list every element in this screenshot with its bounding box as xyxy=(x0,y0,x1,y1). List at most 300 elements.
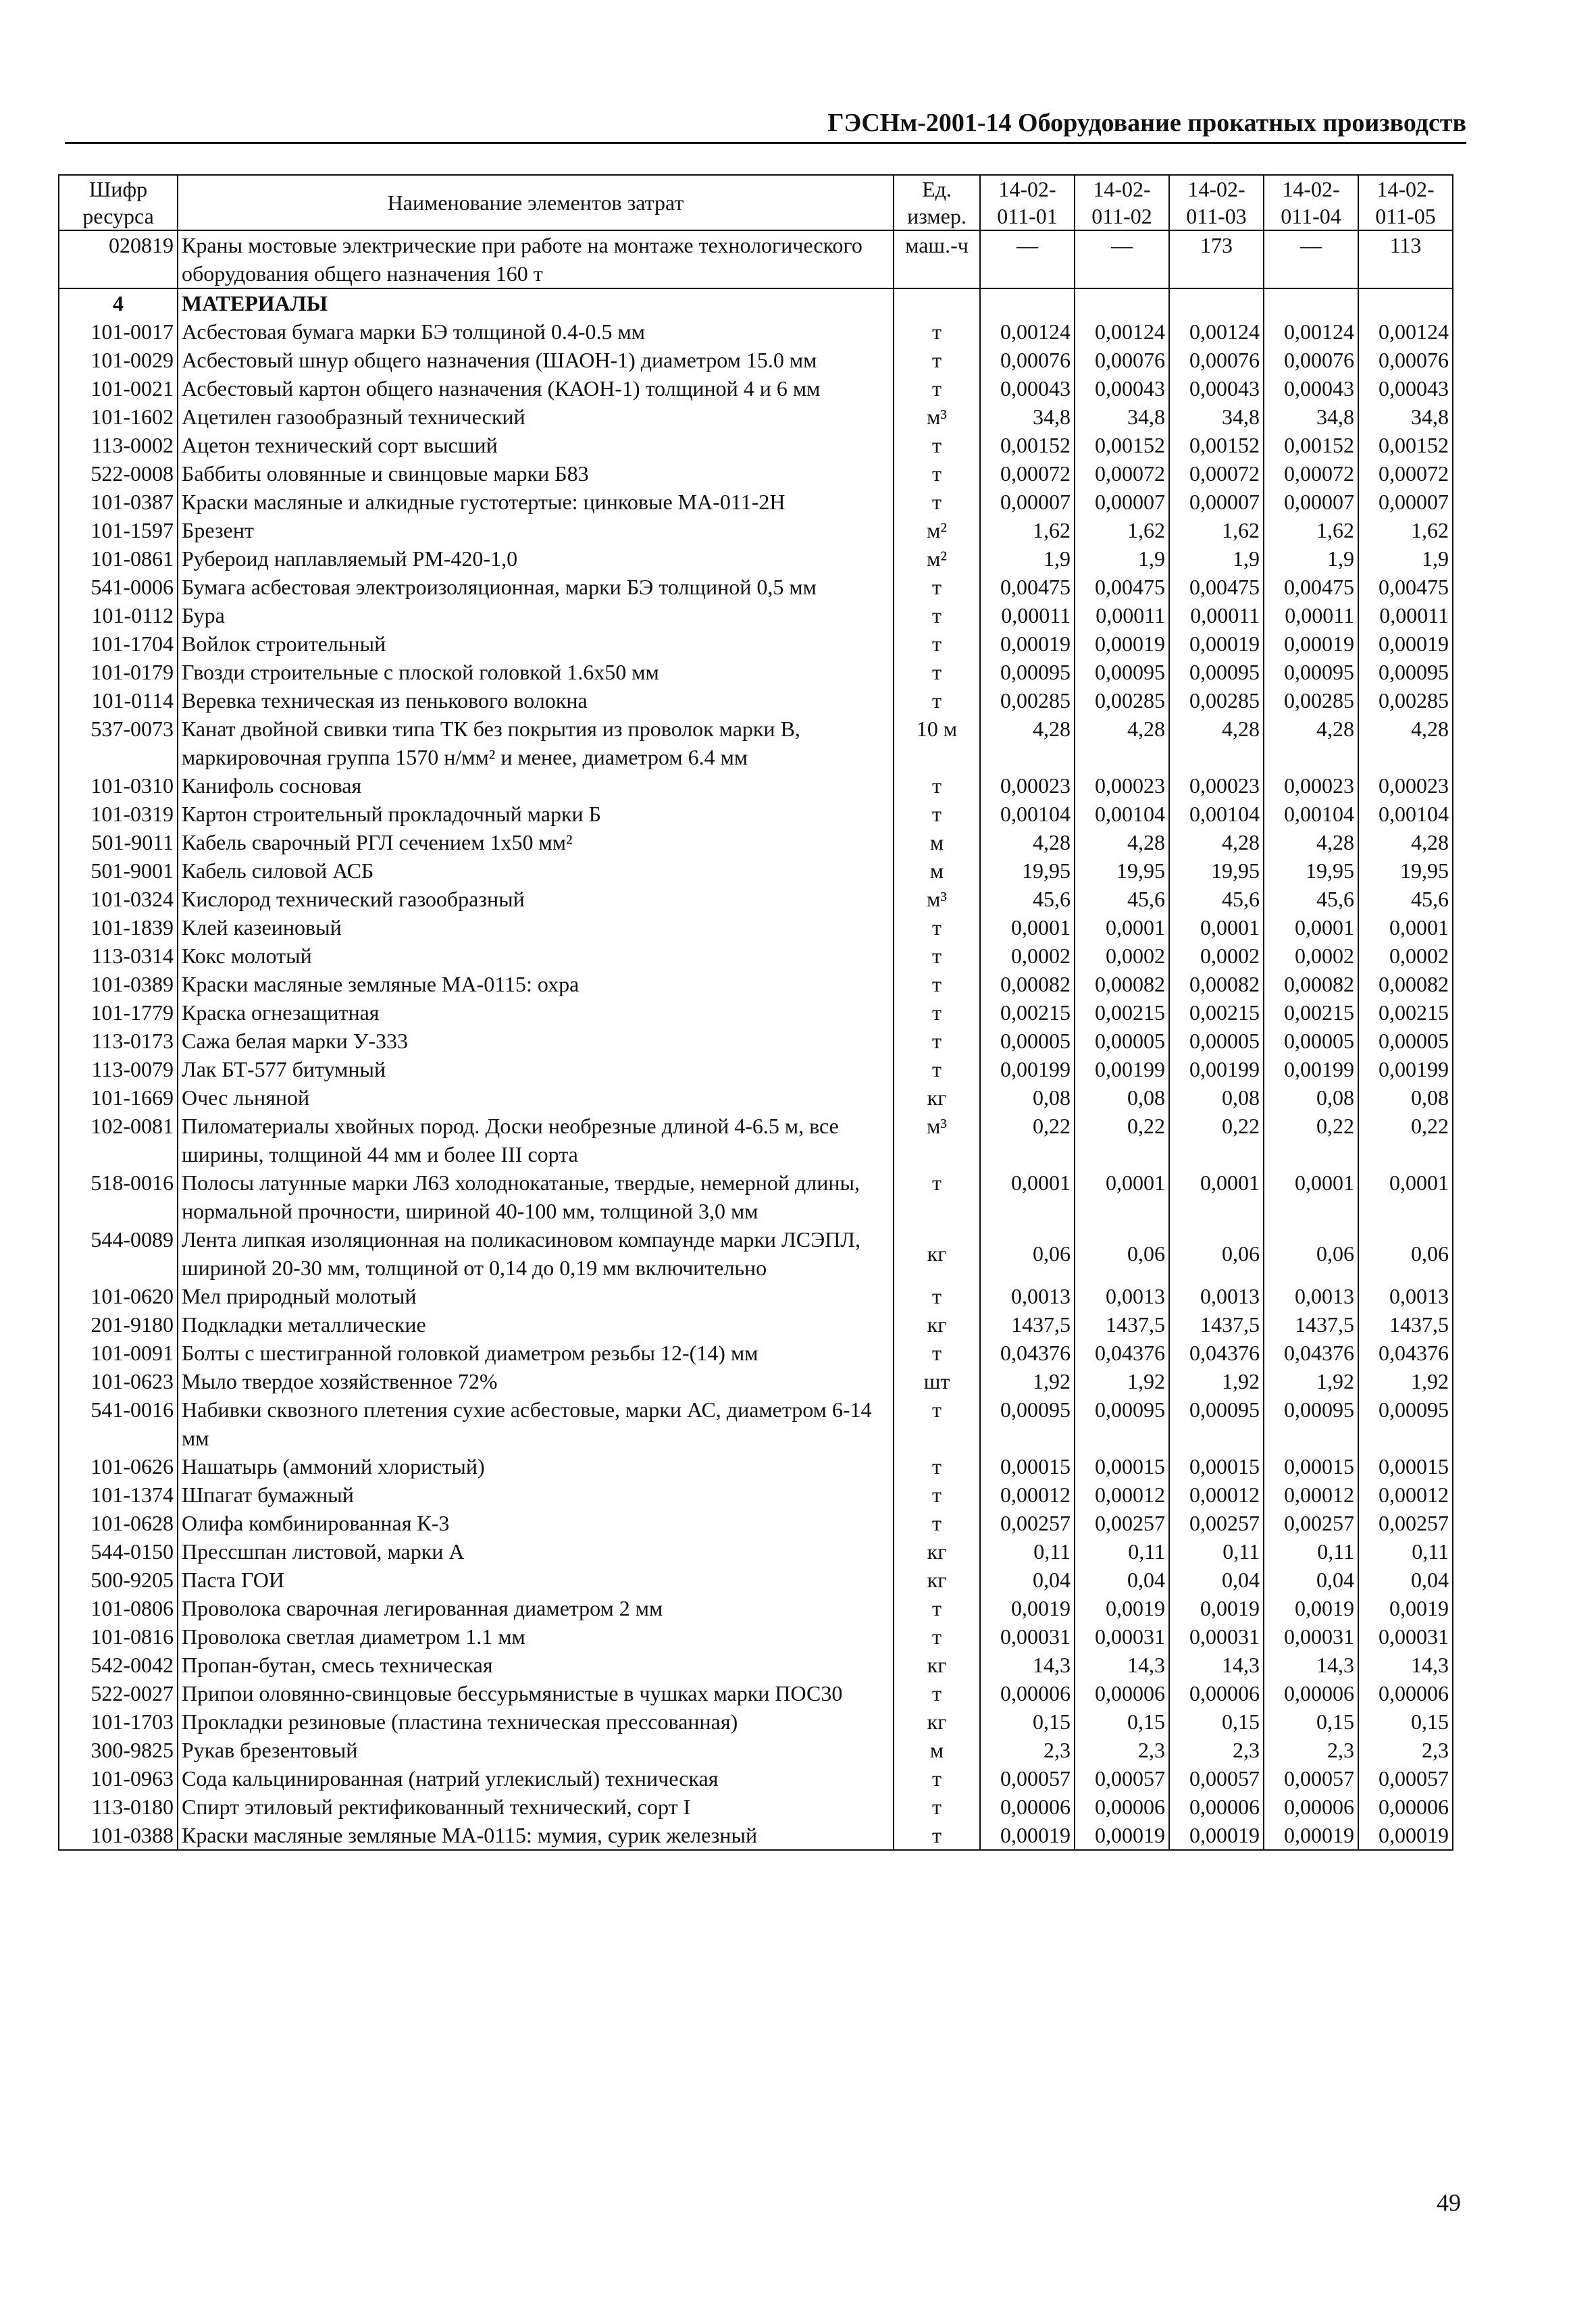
cell-code: 020819 xyxy=(59,230,178,288)
cell-code: 101-0806 xyxy=(59,1594,178,1622)
cell-value-4: 0,04 xyxy=(1264,1566,1358,1594)
cell-code: 101-0324 xyxy=(59,885,178,913)
cell-unit: м³ xyxy=(894,885,980,913)
cell-name: Паста ГОИ xyxy=(178,1566,894,1594)
table-row xyxy=(59,856,1453,885)
cell-value-5: 0,04 xyxy=(1358,1566,1453,1594)
cell-value-2: 1,9 xyxy=(1075,544,1169,573)
header-code: Шифр ресурса xyxy=(59,175,178,230)
cell-unit: т xyxy=(894,1168,980,1225)
cell-name: Веревка техническая из пенькового волокна xyxy=(178,686,894,715)
cell-value-3: 0,00124 xyxy=(1169,317,1264,346)
table-row xyxy=(59,1481,1453,1509)
table-row xyxy=(59,913,1453,942)
cell-value-4: 0,00215 xyxy=(1264,998,1358,1027)
cell-value-2: 0,22 xyxy=(1075,1112,1169,1168)
cell-value-1: — xyxy=(980,230,1075,288)
cell-value-3: 0,00057 xyxy=(1169,1764,1264,1793)
cell-value-4: 0,06 xyxy=(1264,1225,1358,1282)
cell-value-3: 0,00005 xyxy=(1169,1027,1264,1055)
cell-value-2: 0,0001 xyxy=(1075,913,1169,942)
cell-value-3: 0,0013 xyxy=(1169,1282,1264,1310)
cell-value-4: 0,0013 xyxy=(1264,1282,1358,1310)
cell-unit: маш.-ч xyxy=(894,230,980,288)
cell-value-2: 0,00095 xyxy=(1075,1395,1169,1452)
cell-unit: м xyxy=(894,828,980,856)
cell-name: Очес льняной xyxy=(178,1083,894,1112)
cell-name: Бура xyxy=(178,601,894,629)
cell-code: 101-1779 xyxy=(59,998,178,1027)
cell-value-2: 0,00006 xyxy=(1075,1679,1169,1707)
cell-value-2: 0,00031 xyxy=(1075,1622,1169,1651)
cell-value-3: 0,00023 xyxy=(1169,771,1264,800)
cell-value-3: 0,00199 xyxy=(1169,1055,1264,1083)
cell-unit: т xyxy=(894,346,980,374)
cell-code: 541-0016 xyxy=(59,1395,178,1452)
cell-value-1: 0,22 xyxy=(980,1112,1075,1168)
cell-value-3: 34,8 xyxy=(1169,403,1264,431)
cell-value-3: 0,04 xyxy=(1169,1566,1264,1594)
cell-value-1: 0,00082 xyxy=(980,970,1075,998)
cell-value-4: 0,00095 xyxy=(1264,1395,1358,1452)
cell-unit: т xyxy=(894,1821,980,1850)
cell-value-2: 0,0002 xyxy=(1075,942,1169,970)
table-row xyxy=(59,488,1453,516)
cell-unit: м² xyxy=(894,544,980,573)
table-row xyxy=(59,800,1453,828)
cell-value-1: 45,6 xyxy=(980,885,1075,913)
cell-value-2: 0,00005 xyxy=(1075,1027,1169,1055)
cell-code: 101-0114 xyxy=(59,686,178,715)
cell-name: Войлок строительный xyxy=(178,629,894,658)
cell-value-3: 0,15 xyxy=(1169,1707,1264,1736)
cell-value-5: 0,00199 xyxy=(1358,1055,1453,1083)
cell-value-5: 19,95 xyxy=(1358,856,1453,885)
cell-value-5: 0,0019 xyxy=(1358,1594,1453,1622)
cell-value-3: 0,00012 xyxy=(1169,1481,1264,1509)
cell-name: Нашатырь (аммоний хлористый) xyxy=(178,1452,894,1481)
cell-value-1: 34,8 xyxy=(980,403,1075,431)
cell-value-3: 0,00019 xyxy=(1169,629,1264,658)
cell-value-1: 4,28 xyxy=(980,715,1075,771)
cell-value-5: 0,00006 xyxy=(1358,1679,1453,1707)
table-row xyxy=(59,1651,1453,1679)
cell-name: Асбестовый шнур общего назначения (ШАОН-1) диаметром 15.0 мм xyxy=(178,346,894,374)
cell-value-4: 14,3 xyxy=(1264,1651,1358,1679)
table-row xyxy=(59,1452,1453,1481)
cell-value-5: 0,00019 xyxy=(1358,1821,1453,1850)
table-row xyxy=(59,1594,1453,1622)
cell-value-2: 0,00095 xyxy=(1075,658,1169,686)
cell-value-3: 4,28 xyxy=(1169,715,1264,771)
table-row xyxy=(59,1310,1453,1339)
cell-value-5: 0,0013 xyxy=(1358,1282,1453,1310)
cell-value-2: 0,04 xyxy=(1075,1566,1169,1594)
cell-value-5: 0,00043 xyxy=(1358,374,1453,403)
cell-name: Прессшпан листовой, марки А xyxy=(178,1537,894,1566)
table-row xyxy=(59,431,1453,459)
cell-value-3: 0,00015 xyxy=(1169,1452,1264,1481)
cell-code: 101-0628 xyxy=(59,1509,178,1537)
cell-code: 101-1839 xyxy=(59,913,178,942)
table-header-row xyxy=(59,175,1453,230)
cell-name: Клей казеиновый xyxy=(178,913,894,942)
cell-code: 537-0073 xyxy=(59,715,178,771)
cell-name: Лак БТ-577 битумный xyxy=(178,1055,894,1083)
table-row xyxy=(59,403,1453,431)
cell-value-2: 0,00152 xyxy=(1075,431,1169,459)
table-row xyxy=(59,544,1453,573)
cell-value-2: 0,00023 xyxy=(1075,771,1169,800)
cell-value-4: 0,22 xyxy=(1264,1112,1358,1168)
cell-code: 101-1597 xyxy=(59,516,178,544)
cell-code: 113-0173 xyxy=(59,1027,178,1055)
cell-name: Олифа комбинированная К-3 xyxy=(178,1509,894,1537)
cell-code: 101-0963 xyxy=(59,1764,178,1793)
cell-unit: т xyxy=(894,686,980,715)
cell-value-4: 0,00124 xyxy=(1264,317,1358,346)
cell-code: 101-0388 xyxy=(59,1821,178,1850)
cell-value-3: 45,6 xyxy=(1169,885,1264,913)
cell-value-3: 0,00285 xyxy=(1169,686,1264,715)
cell-value-3: 0,11 xyxy=(1169,1537,1264,1566)
cell-value-4: 0,00019 xyxy=(1264,629,1358,658)
cell-value-1: 1437,5 xyxy=(980,1310,1075,1339)
cell-name: Канифоль сосновая xyxy=(178,771,894,800)
table-row xyxy=(59,459,1453,488)
cell-value-2: 1,92 xyxy=(1075,1367,1169,1395)
cell-value-1: 4,28 xyxy=(980,828,1075,856)
table-row xyxy=(59,1083,1453,1112)
cell-value-1: 0,04 xyxy=(980,1566,1075,1594)
cell-value-5: 0,00023 xyxy=(1358,771,1453,800)
cell-name: Спирт этиловый ректификованный технический, сорт I xyxy=(178,1793,894,1821)
cell-value-2: 0,00011 xyxy=(1075,601,1169,629)
cell-value-2: 0,11 xyxy=(1075,1537,1169,1566)
cell-value-4: — xyxy=(1264,230,1358,288)
cell-unit: м³ xyxy=(894,403,980,431)
table-row xyxy=(59,1622,1453,1651)
cell-value-4: 1,62 xyxy=(1264,516,1358,544)
cell-unit: кг xyxy=(894,1083,980,1112)
cell-value-1: 1,62 xyxy=(980,516,1075,544)
table-row xyxy=(59,1764,1453,1793)
cell-value-1: 0,00104 xyxy=(980,800,1075,828)
cell-value-4: 4,28 xyxy=(1264,715,1358,771)
table-row xyxy=(59,1537,1453,1566)
cell-value-3: 0,08 xyxy=(1169,1083,1264,1112)
cell-value-5: 0,00257 xyxy=(1358,1509,1453,1537)
cell-name: Проволока светлая диаметром 1.1 мм xyxy=(178,1622,894,1651)
cell-name: Сажа белая марки У-333 xyxy=(178,1027,894,1055)
cell-value-3: 0,0001 xyxy=(1169,913,1264,942)
cell-value-4: 0,00031 xyxy=(1264,1622,1358,1651)
table-row xyxy=(59,658,1453,686)
cell-value-2: 34,8 xyxy=(1075,403,1169,431)
cell-code: 101-0626 xyxy=(59,1452,178,1481)
cell-value-1: 0,06 xyxy=(980,1225,1075,1282)
table-row xyxy=(59,771,1453,800)
cell-value-5: 0,00124 xyxy=(1358,317,1453,346)
cell-value-4: 0,00257 xyxy=(1264,1509,1358,1537)
table-row xyxy=(59,1679,1453,1707)
cell-value-3: 1437,5 xyxy=(1169,1310,1264,1339)
cell-code: 4 xyxy=(59,288,178,317)
cell-value-4: 0,00006 xyxy=(1264,1793,1358,1821)
table-row xyxy=(59,942,1453,970)
cell-code: 101-1704 xyxy=(59,629,178,658)
cell-value-5: 1,9 xyxy=(1358,544,1453,573)
cell-code: 518-0016 xyxy=(59,1168,178,1225)
cell-code: 101-0387 xyxy=(59,488,178,516)
cell-unit: кг xyxy=(894,1651,980,1679)
cell-unit: т xyxy=(894,1594,980,1622)
cell-value-5: 0,00104 xyxy=(1358,800,1453,828)
table-row xyxy=(59,970,1453,998)
cell-value-3: 0,0002 xyxy=(1169,942,1264,970)
cell-unit: т xyxy=(894,488,980,516)
cell-value-1: 0,00124 xyxy=(980,317,1075,346)
cell-unit: т xyxy=(894,942,980,970)
header-name: Наименование элементов затрат xyxy=(178,175,894,230)
cell-value-5: 0,00215 xyxy=(1358,998,1453,1027)
cell-value-5: 0,00006 xyxy=(1358,1793,1453,1821)
cell-value-4: 0,00007 xyxy=(1264,488,1358,516)
cell-value-1: 0,00095 xyxy=(980,658,1075,686)
cell-name: Краски масляные земляные МА-0115: мумия, сурик железный xyxy=(178,1821,894,1850)
cell-value-5: 113 xyxy=(1358,230,1453,288)
cell-value-3: 0,00082 xyxy=(1169,970,1264,998)
table-row xyxy=(59,998,1453,1027)
cell-value-3: 0,00031 xyxy=(1169,1622,1264,1651)
cell-code: 113-0180 xyxy=(59,1793,178,1821)
cell-value-2: 0,0013 xyxy=(1075,1282,1169,1310)
cell-name: Рукав брезентовый xyxy=(178,1736,894,1764)
cell-value-3: 173 xyxy=(1169,230,1264,288)
cell-value-2: 2,3 xyxy=(1075,1736,1169,1764)
cell-unit: т xyxy=(894,1793,980,1821)
cell-value-3: 0,04376 xyxy=(1169,1339,1264,1367)
cell-value-2: 0,00199 xyxy=(1075,1055,1169,1083)
cell-name: Кабель сварочный РГЛ сечением 1х50 мм² xyxy=(178,828,894,856)
cell-code: 522-0027 xyxy=(59,1679,178,1707)
cell-code: 101-0091 xyxy=(59,1339,178,1367)
cell-value-1: 0,00006 xyxy=(980,1793,1075,1821)
cell-value-4: 0,00043 xyxy=(1264,374,1358,403)
cell-value-2: 0,00019 xyxy=(1075,1821,1169,1850)
table-row xyxy=(59,1736,1453,1764)
cell-name: Мыло твердое хозяйственное 72% xyxy=(178,1367,894,1395)
table-row xyxy=(59,1793,1453,1821)
cell-value-3: 0,00095 xyxy=(1169,1395,1264,1452)
cell-code: 101-0389 xyxy=(59,970,178,998)
cell-value-4: 1437,5 xyxy=(1264,1310,1358,1339)
cell-unit: м³ xyxy=(894,1112,980,1168)
cell-code: 500-9205 xyxy=(59,1566,178,1594)
page-header xyxy=(65,101,1466,144)
cell-value-5: 0,11 xyxy=(1358,1537,1453,1566)
cell-code: 101-0112 xyxy=(59,601,178,629)
cell-value-5: 0,06 xyxy=(1358,1225,1453,1282)
cell-value-4: 0,00199 xyxy=(1264,1055,1358,1083)
cell-code: 501-9011 xyxy=(59,828,178,856)
cell-value-1: 0,00019 xyxy=(980,629,1075,658)
cell-value-3: 0,00006 xyxy=(1169,1793,1264,1821)
cell-value-1: 1,9 xyxy=(980,544,1075,573)
cell-unit: м² xyxy=(894,516,980,544)
cell-code: 541-0006 xyxy=(59,573,178,601)
cell-value-5: 1,62 xyxy=(1358,516,1453,544)
cell-value-1: 19,95 xyxy=(980,856,1075,885)
cell-code: 101-0816 xyxy=(59,1622,178,1651)
cell-code: 102-0081 xyxy=(59,1112,178,1168)
cell-code: 113-0079 xyxy=(59,1055,178,1083)
cell-name: Ацетилен газообразный технический xyxy=(178,403,894,431)
cell-code: 101-0310 xyxy=(59,771,178,800)
cell-value-2: 0,00215 xyxy=(1075,998,1169,1027)
cell-value-1: 0,0002 xyxy=(980,942,1075,970)
cell-code: 113-0002 xyxy=(59,431,178,459)
cell-name: Брезент xyxy=(178,516,894,544)
cell-value-1: 0,00475 xyxy=(980,573,1075,601)
cell-unit: кг xyxy=(894,1707,980,1736)
cell-value-1: 0,00007 xyxy=(980,488,1075,516)
table-body xyxy=(59,230,1453,1850)
cell-value-4: 0,00023 xyxy=(1264,771,1358,800)
cell-name: Кабель силовой АСБ xyxy=(178,856,894,885)
cell-unit: т xyxy=(894,1509,980,1537)
cell-value-4: 0,00011 xyxy=(1264,601,1358,629)
cell-value-5: 14,3 xyxy=(1358,1651,1453,1679)
cell-value-4: 0,0001 xyxy=(1264,1168,1358,1225)
cell-name: Кислород технический газообразный xyxy=(178,885,894,913)
cell-value-4: 0,15 xyxy=(1264,1707,1358,1736)
cell-name: Мел природный молотый xyxy=(178,1282,894,1310)
table-row xyxy=(59,1367,1453,1395)
table-row xyxy=(59,828,1453,856)
cell-value-4: 1,9 xyxy=(1264,544,1358,573)
cell-value-1: 0,00072 xyxy=(980,459,1075,488)
cell-name: Лента липкая изоляционная на поликасиновом компаунде марки ЛСЭПЛ, шириной 20-30 мм, толщиной от 0,14 до 0,19 мм включительно xyxy=(178,1225,894,1282)
cell-value-3: 0,0019 xyxy=(1169,1594,1264,1622)
cell-code: 101-1703 xyxy=(59,1707,178,1736)
cell-value-3: 2,3 xyxy=(1169,1736,1264,1764)
cell-value-4: 0,08 xyxy=(1264,1083,1358,1112)
header-title: ГЭСНм-2001-14 Оборудование прокатных производств xyxy=(827,109,1466,137)
cell-name: Рубероид наплавляемый РМ-420-1,0 xyxy=(178,544,894,573)
cell-name: Сода кальцинированная (натрий углекислый) техническая xyxy=(178,1764,894,1793)
cell-unit: т xyxy=(894,998,980,1027)
table-row xyxy=(59,1566,1453,1594)
cell-value-3: 0,00215 xyxy=(1169,998,1264,1027)
cell-value-3: 0,00152 xyxy=(1169,431,1264,459)
cell-unit: т xyxy=(894,601,980,629)
cell-value-3: 0,00475 xyxy=(1169,573,1264,601)
cell-value-4: 0,00082 xyxy=(1264,970,1358,998)
table-row xyxy=(59,1168,1453,1225)
cell-value-2: 0,00285 xyxy=(1075,686,1169,715)
cell-unit: т xyxy=(894,317,980,346)
cell-unit: т xyxy=(894,1622,980,1651)
cell-value-2: 0,15 xyxy=(1075,1707,1169,1736)
cell-name: Припои оловянно-свинцовые бессурьмянистые в чушках марки ПОС30 xyxy=(178,1679,894,1707)
cell-value-5: 45,6 xyxy=(1358,885,1453,913)
table-row xyxy=(59,230,1453,288)
cell-value-5: 2,3 xyxy=(1358,1736,1453,1764)
cell-value-4: 0,00152 xyxy=(1264,431,1358,459)
cell-value-2: 0,08 xyxy=(1075,1083,1169,1112)
cell-code: 542-0042 xyxy=(59,1651,178,1679)
cell-name: Проволока сварочная легированная диаметром 2 мм xyxy=(178,1594,894,1622)
cell-value-1: 0,0001 xyxy=(980,1168,1075,1225)
cell-unit: т xyxy=(894,1764,980,1793)
cell-value-1: 0,11 xyxy=(980,1537,1075,1566)
cell-value-4: 34,8 xyxy=(1264,403,1358,431)
cell-value-3: 0,00095 xyxy=(1169,658,1264,686)
cell-name: Краски масляные и алкидные густотертые: цинковые МА-011-2Н xyxy=(178,488,894,516)
cell-value-1: 0,00057 xyxy=(980,1764,1075,1793)
cell-code: 101-0029 xyxy=(59,346,178,374)
cell-value-1: 0,00011 xyxy=(980,601,1075,629)
table-row xyxy=(59,715,1453,771)
cell-value-5: 0,22 xyxy=(1358,1112,1453,1168)
cell-code: 544-0089 xyxy=(59,1225,178,1282)
cell-code: 501-9001 xyxy=(59,856,178,885)
cell-name: МАТЕРИАЛЫ xyxy=(178,288,894,317)
page-number: 49 xyxy=(1437,2189,1461,2216)
cell-value-2: 0,00043 xyxy=(1075,374,1169,403)
cell-code: 101-0620 xyxy=(59,1282,178,1310)
cell-name: Картон строительный прокладочный марки Б xyxy=(178,800,894,828)
header-col-1: 14-02-011-01 xyxy=(980,175,1075,230)
cell-code: 101-0179 xyxy=(59,658,178,686)
cell-name: Краски масляные земляные МА-0115: охра xyxy=(178,970,894,998)
cell-value-5: 0,00015 xyxy=(1358,1452,1453,1481)
cell-value-5: 4,28 xyxy=(1358,715,1453,771)
cell-value-1 xyxy=(980,288,1075,317)
cell-value-4: 0,00475 xyxy=(1264,573,1358,601)
cell-unit: т xyxy=(894,1055,980,1083)
cell-value-5: 0,0001 xyxy=(1358,1168,1453,1225)
cell-unit xyxy=(894,288,980,317)
cell-unit: кг xyxy=(894,1566,980,1594)
cell-value-3: 0,00257 xyxy=(1169,1509,1264,1537)
cell-unit: т xyxy=(894,1282,980,1310)
cell-name: Краска огнезащитная xyxy=(178,998,894,1027)
cell-value-3: 0,0001 xyxy=(1169,1168,1264,1225)
cell-name: Пиломатериалы хвойных пород. Доски необрезные длиной 4-6.5 м, все ширины, толщиной 44 мм и более III сорта xyxy=(178,1112,894,1168)
cell-name: Ацетон технический сорт высший xyxy=(178,431,894,459)
cell-name: Кокс молотый xyxy=(178,942,894,970)
cell-name: Подкладки металлические xyxy=(178,1310,894,1339)
cell-value-2: 0,00124 xyxy=(1075,317,1169,346)
cell-name: Бумага асбестовая электроизоляционная, марки БЭ толщиной 0,5 мм xyxy=(178,573,894,601)
cell-code: 201-9180 xyxy=(59,1310,178,1339)
table-row xyxy=(59,1707,1453,1736)
cell-value-4: 0,0001 xyxy=(1264,913,1358,942)
cell-unit: т xyxy=(894,573,980,601)
cell-value-5: 0,00285 xyxy=(1358,686,1453,715)
cell-code: 544-0150 xyxy=(59,1537,178,1566)
cell-value-2: 0,04376 xyxy=(1075,1339,1169,1367)
cell-code: 101-0021 xyxy=(59,374,178,403)
cell-unit: т xyxy=(894,771,980,800)
cell-value-2: 0,00019 xyxy=(1075,629,1169,658)
cell-value-4: 0,00006 xyxy=(1264,1679,1358,1707)
cell-value-3: 0,22 xyxy=(1169,1112,1264,1168)
cell-value-4: 0,00076 xyxy=(1264,346,1358,374)
cell-unit: кг xyxy=(894,1537,980,1566)
